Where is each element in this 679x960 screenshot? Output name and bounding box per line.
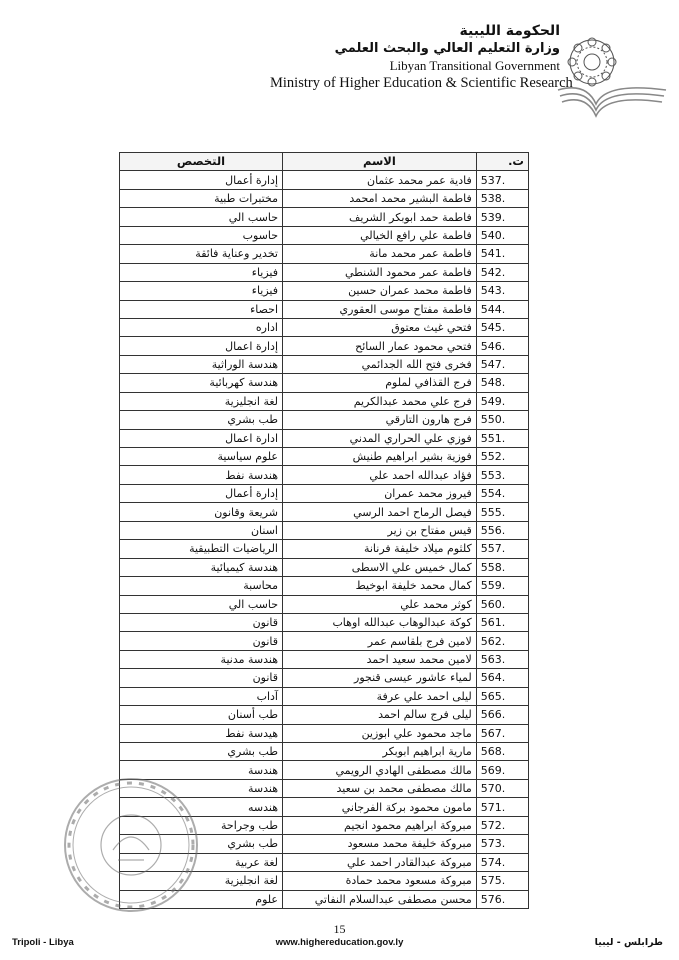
row-specialization: طب بشري <box>120 743 283 761</box>
footer-website: www.highereducation.gov.ly <box>275 937 404 948</box>
row-specialization: تخدير وعناية فائقة <box>120 245 283 263</box>
row-specialization: الرياضيات التطبيقية <box>120 540 283 558</box>
row-specialization: محاسبة <box>120 577 283 595</box>
row-number: 569. <box>476 761 528 779</box>
row-name: فتحي محمود عمار السائح <box>283 337 477 355</box>
table-row <box>120 263 529 281</box>
table-row <box>120 521 529 539</box>
row-number: 544. <box>476 300 528 318</box>
table-row <box>120 189 529 207</box>
row-name: فاطمة حمد ابوبكر الشريف <box>283 208 477 226</box>
row-specialization: طب بشري <box>120 835 283 853</box>
row-name: كلثوم ميلاد خليفة فرنانة <box>283 540 477 558</box>
row-specialization: قانون <box>120 669 283 687</box>
table-row <box>120 613 529 631</box>
row-specialization: هندسة مدنية <box>120 650 283 668</box>
row-number: 563. <box>476 650 528 668</box>
row-name: فرج هارون التارقي <box>283 411 477 429</box>
row-specialization: هندسه <box>120 798 283 816</box>
row-specialization: آداب <box>120 687 283 705</box>
english-ministry-name: Ministry of Higher Education & Scientific Research <box>270 75 573 91</box>
row-specialization: ادارة اعمال <box>120 429 283 447</box>
row-number: 571. <box>476 798 528 816</box>
row-name: كوثر محمد علي <box>283 595 477 613</box>
row-name: مبروكة عبدالقادر احمد علي <box>283 853 477 871</box>
row-name: مبروكة مسعود محمد حمادة <box>283 872 477 890</box>
table-row <box>120 669 529 687</box>
row-name: مبروكة خليفة محمد مسعود <box>283 835 477 853</box>
row-specialization: إدارة اعمال <box>120 337 283 355</box>
row-number: 574. <box>476 853 528 871</box>
table-row <box>120 208 529 226</box>
row-name: قيس مفتاح بن زير <box>283 521 477 539</box>
row-specialization: مختبرات طبية <box>120 189 283 207</box>
table-row <box>120 650 529 668</box>
row-name: ليلى فرج سالم احمد <box>283 706 477 724</box>
row-name: فتحي غيث معتوق <box>283 318 477 336</box>
column-header-number: ت. <box>476 153 528 171</box>
row-name: فوزية بشير ابراهيم طنيش <box>283 448 477 466</box>
row-number: 540. <box>476 226 528 244</box>
row-specialization: هندسة كهربائية <box>120 374 283 392</box>
row-name: مالك مصطفى الهادي الرويمي <box>283 761 477 779</box>
row-number: 552. <box>476 448 528 466</box>
row-number: 567. <box>476 724 528 742</box>
row-number: 553. <box>476 466 528 484</box>
table-row <box>120 392 529 410</box>
row-specialization: هيدسة نفط <box>120 724 283 742</box>
table-row <box>120 282 529 300</box>
row-number: 557. <box>476 540 528 558</box>
table-row <box>120 577 529 595</box>
table-row <box>120 411 529 429</box>
row-number: 551. <box>476 429 528 447</box>
row-specialization: علوم سياسية <box>120 448 283 466</box>
row-name: ليلى احمد علي عرفة <box>283 687 477 705</box>
row-number: 568. <box>476 743 528 761</box>
row-name: مبروكة ابراهيم محمود انجيم <box>283 816 477 834</box>
row-number: 548. <box>476 374 528 392</box>
table-row <box>120 374 529 392</box>
table-row <box>120 595 529 613</box>
row-name: مالك مصطفى محمد بن سعيد <box>283 779 477 797</box>
row-number: 564. <box>476 669 528 687</box>
table-row <box>120 429 529 447</box>
row-number: 575. <box>476 872 528 890</box>
row-number: 560. <box>476 595 528 613</box>
ministry-book-logo-icon <box>556 24 670 124</box>
row-name: فاطمة عمر محمود الشنطي <box>283 263 477 281</box>
row-number: 549. <box>476 392 528 410</box>
row-number: 539. <box>476 208 528 226</box>
row-name: ماجد محمود علي ابوزين <box>283 724 477 742</box>
row-name: فاطمة عمر محمد مانة <box>283 245 477 263</box>
row-number: 538. <box>476 189 528 207</box>
row-number: 545. <box>476 318 528 336</box>
column-header-specialization: التخصص <box>120 153 283 171</box>
row-specialization: اسنان <box>120 521 283 539</box>
row-number: 565. <box>476 687 528 705</box>
row-name: مامون محمود بركة الفرجاني <box>283 798 477 816</box>
row-number: 576. <box>476 890 528 908</box>
row-name: فاطمة علي رافع الخيالي <box>283 226 477 244</box>
table-row <box>120 687 529 705</box>
row-specialization: اداره <box>120 318 283 336</box>
row-number: 573. <box>476 835 528 853</box>
row-number: 546. <box>476 337 528 355</box>
row-name: لامين فرج بلقاسم عمر <box>283 632 477 650</box>
row-specialization: فيزياء <box>120 263 283 281</box>
row-name: فاطمة مفتاح موسى العقوري <box>283 300 477 318</box>
row-number: 561. <box>476 613 528 631</box>
row-number: 558. <box>476 558 528 576</box>
row-number: 537. <box>476 171 528 189</box>
table-row <box>120 632 529 650</box>
row-number: 556. <box>476 521 528 539</box>
column-header-name: الاسم <box>283 153 477 171</box>
row-specialization: فيزياء <box>120 282 283 300</box>
table-row <box>120 300 529 318</box>
row-name: فرج القذافي لملوم <box>283 374 477 392</box>
row-specialization: قانون <box>120 632 283 650</box>
english-government-name: Libyan Transitional Government <box>389 58 560 73</box>
official-round-stamp-icon <box>58 772 204 918</box>
row-specialization: لغة انجليزية <box>120 872 283 890</box>
row-name: كوكة عبدالوهاب عبدالله اوهاب <box>283 613 477 631</box>
page-number: 15 <box>333 922 346 936</box>
row-number: 547. <box>476 355 528 373</box>
row-number: 541. <box>476 245 528 263</box>
row-name: لمياء عاشور عيسى قنجور <box>283 669 477 687</box>
row-number: 542. <box>476 263 528 281</box>
letterhead <box>270 22 573 92</box>
row-number: 572. <box>476 816 528 834</box>
row-specialization: إدارة أعمال <box>120 484 283 502</box>
row-specialization: لغة عربية <box>120 853 283 871</box>
row-specialization: حاسب الي <box>120 208 283 226</box>
row-specialization: هندسة <box>120 779 283 797</box>
row-name: كمال خميس علي الاسطى <box>283 558 477 576</box>
row-number: 543. <box>476 282 528 300</box>
table-row <box>120 503 529 521</box>
row-name: فرج علي محمد عبدالكريم <box>283 392 477 410</box>
row-name: فاطمة البشير محمد امحمد <box>283 189 477 207</box>
row-specialization: هندسة <box>120 761 283 779</box>
arabic-ministry-name: وزارة التعليم العالي والبحث العلمي <box>334 41 560 56</box>
row-specialization: شريعة وقانون <box>120 503 283 521</box>
row-name: كمال محمد خليفة ابوخيط <box>283 577 477 595</box>
row-specialization: احصاء <box>120 300 283 318</box>
row-name: فاطمة محمد عمران حسين <box>283 282 477 300</box>
row-name: فادية عمر محمد عثمان <box>283 171 477 189</box>
row-specialization: هندسة كيميائية <box>120 558 283 576</box>
table-row <box>120 706 529 724</box>
table-row <box>120 540 529 558</box>
row-name: محسن مصطفى عبدالسلام النفاتي <box>283 890 477 908</box>
row-number: 559. <box>476 577 528 595</box>
table-row <box>120 245 529 263</box>
row-specialization: قانون <box>120 613 283 631</box>
row-number: 550. <box>476 411 528 429</box>
row-number: 562. <box>476 632 528 650</box>
row-number: 554. <box>476 484 528 502</box>
table-row <box>120 448 529 466</box>
row-specialization: طب بشري <box>120 411 283 429</box>
row-specialization: لغة انجليزية <box>120 392 283 410</box>
row-specialization: حاسوب <box>120 226 283 244</box>
footer-city-arabic: طرابلس - ليبيا <box>594 937 663 948</box>
table-row <box>120 226 529 244</box>
row-name: مارية ابراهيم ابوبكر <box>283 743 477 761</box>
table-row <box>120 171 529 189</box>
row-name: فؤاد عبدالله احمد علي <box>283 466 477 484</box>
table-row <box>120 318 529 336</box>
row-name: فيصل الرماح احمد الرسي <box>283 503 477 521</box>
row-name: فخرى فتح الله الجدائمي <box>283 355 477 373</box>
table-row <box>120 355 529 373</box>
arabic-government-name: الحكومة الليبية <box>459 23 560 39</box>
table-row <box>120 466 529 484</box>
row-specialization: هندسة الوراثية <box>120 355 283 373</box>
row-specialization: هندسة نفط <box>120 466 283 484</box>
table-header-row <box>120 153 529 171</box>
row-number: 555. <box>476 503 528 521</box>
row-name: فيروز محمد عمران <box>283 484 477 502</box>
row-specialization: علوم <box>120 890 283 908</box>
row-specialization: طب وجراحة <box>120 816 283 834</box>
table-row <box>120 724 529 742</box>
row-number: 566. <box>476 706 528 724</box>
row-specialization: طب أسنان <box>120 706 283 724</box>
row-name: فوزي علي الحراري المدني <box>283 429 477 447</box>
table-row <box>120 484 529 502</box>
row-specialization: إدارة أعمال <box>120 171 283 189</box>
footer-city-english: Tripoli - Libya <box>12 937 74 948</box>
row-number: 570. <box>476 779 528 797</box>
row-specialization: حاسب الي <box>120 595 283 613</box>
table-row <box>120 743 529 761</box>
table-row <box>120 558 529 576</box>
table-row <box>120 337 529 355</box>
row-name: لامين محمد سعيد احمد <box>283 650 477 668</box>
